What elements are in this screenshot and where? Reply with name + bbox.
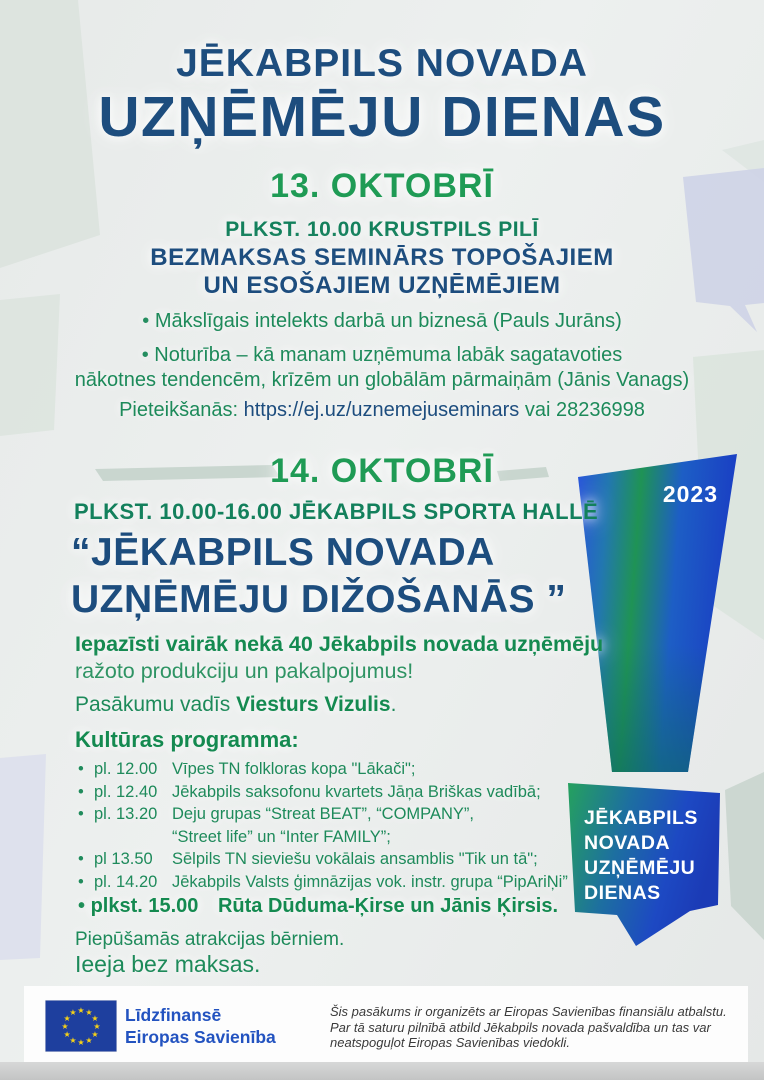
svg-text:★: ★ (69, 1008, 77, 1017)
program-desc-line1: Jēkabpils Valsts ģimnāzijas vok. instr. grupa “PipAriŅi” (172, 872, 568, 891)
program-desc-line1: Sēlpils TN sieviešu vokālais ansamblis "Tik un tā"; (172, 850, 538, 868)
svg-text:★: ★ (91, 1030, 99, 1039)
registration-url: https://ej.uz/uznemejuseminars (243, 399, 520, 421)
poster-title-line2: UZŅĒMĒJU DIENAS (98, 85, 666, 149)
badge-year: 2023 (662, 481, 718, 507)
event1-date: 13. OKTOBRĪ (270, 167, 494, 205)
eu-funding-label (125, 1004, 276, 1048)
program-desc-line2: “Street life” un “Inter FAMILY”; (172, 827, 391, 846)
event2-headline-line2: UZŅĒMĒJU DIŽOŠANĀS ” (71, 578, 567, 621)
bg-patch-bottom-right (725, 772, 764, 940)
eu-disclaimer-line1: Šis pasākums ir organizēts ar Eiropas Savienības finansiālu atbalstu. (330, 1004, 727, 1019)
eu-disclaimer-line3: neatspoguļot Eiropas Savienības viedokli. (330, 1035, 570, 1050)
registration-label: Pieteikšanās: (119, 399, 244, 421)
badge-bubble-line: DIENAS (584, 882, 661, 904)
svg-text:★: ★ (85, 1008, 93, 1017)
program-time: • pl. 12.40 (94, 782, 158, 801)
event2-note-line1: Piepūšamās atrakcijas bērniem. (75, 929, 345, 950)
program-list (78, 758, 638, 893)
event2-note-line2: Ieeja bez maksas. (75, 951, 261, 977)
eu-flag (45, 1000, 117, 1052)
event2-time-place: PLKST. 10.00-16.00 JĒKABPILS SPORTA HALLĒ (74, 499, 599, 524)
program-desc (172, 871, 638, 894)
svg-text:★: ★ (93, 1022, 101, 1031)
bg-patch-bottom-left (0, 754, 46, 960)
host-suffix: . (390, 693, 397, 716)
svg-text:★: ★ (61, 1022, 69, 1031)
event2-intro-bold: Iepazīsti vairāk nekā 40 Jēkabpils novada uzņēmēju (75, 632, 604, 656)
eu-disclaimer-line2: Par tā saturu pilnībā atbild Jēkabpils novada pašvaldība un tas var (330, 1019, 711, 1035)
program-desc-line1: Jēkabpils saksofonu kvartets Jāņa Briškas vadībā; (172, 782, 541, 801)
program-desc (172, 803, 638, 848)
event1-bullet2-line2: nākotnes tendencēm, krīzēm un globālām pārmaiņām (Jānis Vanags) (74, 369, 690, 391)
program-time: • pl. 12.00 (94, 760, 158, 778)
svg-text:★: ★ (91, 1014, 99, 1023)
svg-text:★: ★ (63, 1030, 71, 1039)
svg-text:★: ★ (85, 1035, 93, 1045)
svg-text:★: ★ (69, 1035, 77, 1045)
program-item (78, 848, 638, 871)
program-time: • pl 13.50 (94, 850, 153, 868)
program-desc-line1: Deju grupas “Streat BEAT”, “COMPANY”, (172, 805, 474, 823)
program-desc (172, 758, 638, 781)
svg-text:★: ★ (77, 1038, 85, 1047)
badge-bubble-text (584, 806, 698, 906)
program-highlight-desc: Rūta Dūduma-Ķirse un Jānis Ķirsis. (217, 895, 559, 917)
program-item (78, 758, 638, 781)
host-name: Viesturs Vizulis (236, 693, 391, 716)
host-prefix: Pasākumu vadīs (75, 693, 237, 716)
event1-headline-line1: BEZMAKSAS SEMINĀRS TOPOŠAJIEM (150, 244, 614, 271)
event2-intro-rest: ražoto produkciju un pakalpojumus! (75, 659, 414, 683)
svg-text:★: ★ (77, 1006, 85, 1015)
event2-date: 14. OKTOBRĪ (270, 452, 494, 490)
program-title: Kultūras programma: (75, 727, 299, 752)
poster-title-line1: JĒKABPILS NOVADA (176, 42, 588, 85)
badge-bubble-line: UZŅĒMĒJU (584, 857, 696, 879)
program-item (78, 871, 638, 894)
registration-suffix: vai 28236998 (519, 399, 645, 421)
program-item (78, 781, 638, 804)
program-highlight-time: plkst. 15.00 (90, 895, 199, 917)
event1-registration-line (0, 399, 764, 422)
badge-bubble-line: JĒKABPILS (584, 807, 698, 829)
program-time: • pl. 13.20 (94, 805, 158, 823)
bottom-strip (0, 1062, 764, 1080)
program-highlight (78, 895, 558, 918)
event1-headline-line2: UN ESOŠAJIEM UZŅĒMĒJIEM (203, 272, 561, 299)
eu-funding-label-line1: Līdzfinansē (125, 1005, 222, 1025)
program-desc (172, 781, 638, 804)
eu-funding-label-line2: Eiropas Savienība (125, 1027, 276, 1047)
badge-bubble-line: NOVADA (584, 832, 671, 854)
program-desc-line1: Vīpes TN folkloras kopa "Lākači"; (172, 760, 416, 778)
program-time: • pl. 14.20 (94, 872, 158, 891)
event1-bullet1: • Mākslīgais intelekts darbā un biznesā (Pauls Jurāns) (0, 310, 764, 333)
event2-headline-line1: “JĒKABPILS NOVADA (71, 531, 495, 574)
program-desc (172, 848, 638, 871)
event2-host-line (75, 693, 396, 717)
program-item (78, 803, 638, 848)
eu-disclaimer (330, 1004, 742, 1051)
event1-time-place: PLKST. 10.00 KRUSTPILS PILĪ (225, 218, 539, 241)
event1-bullet2-line1: • Noturība – kā manam uzņēmuma labāk sagatavoties (0, 344, 764, 367)
svg-text:★: ★ (63, 1014, 71, 1023)
